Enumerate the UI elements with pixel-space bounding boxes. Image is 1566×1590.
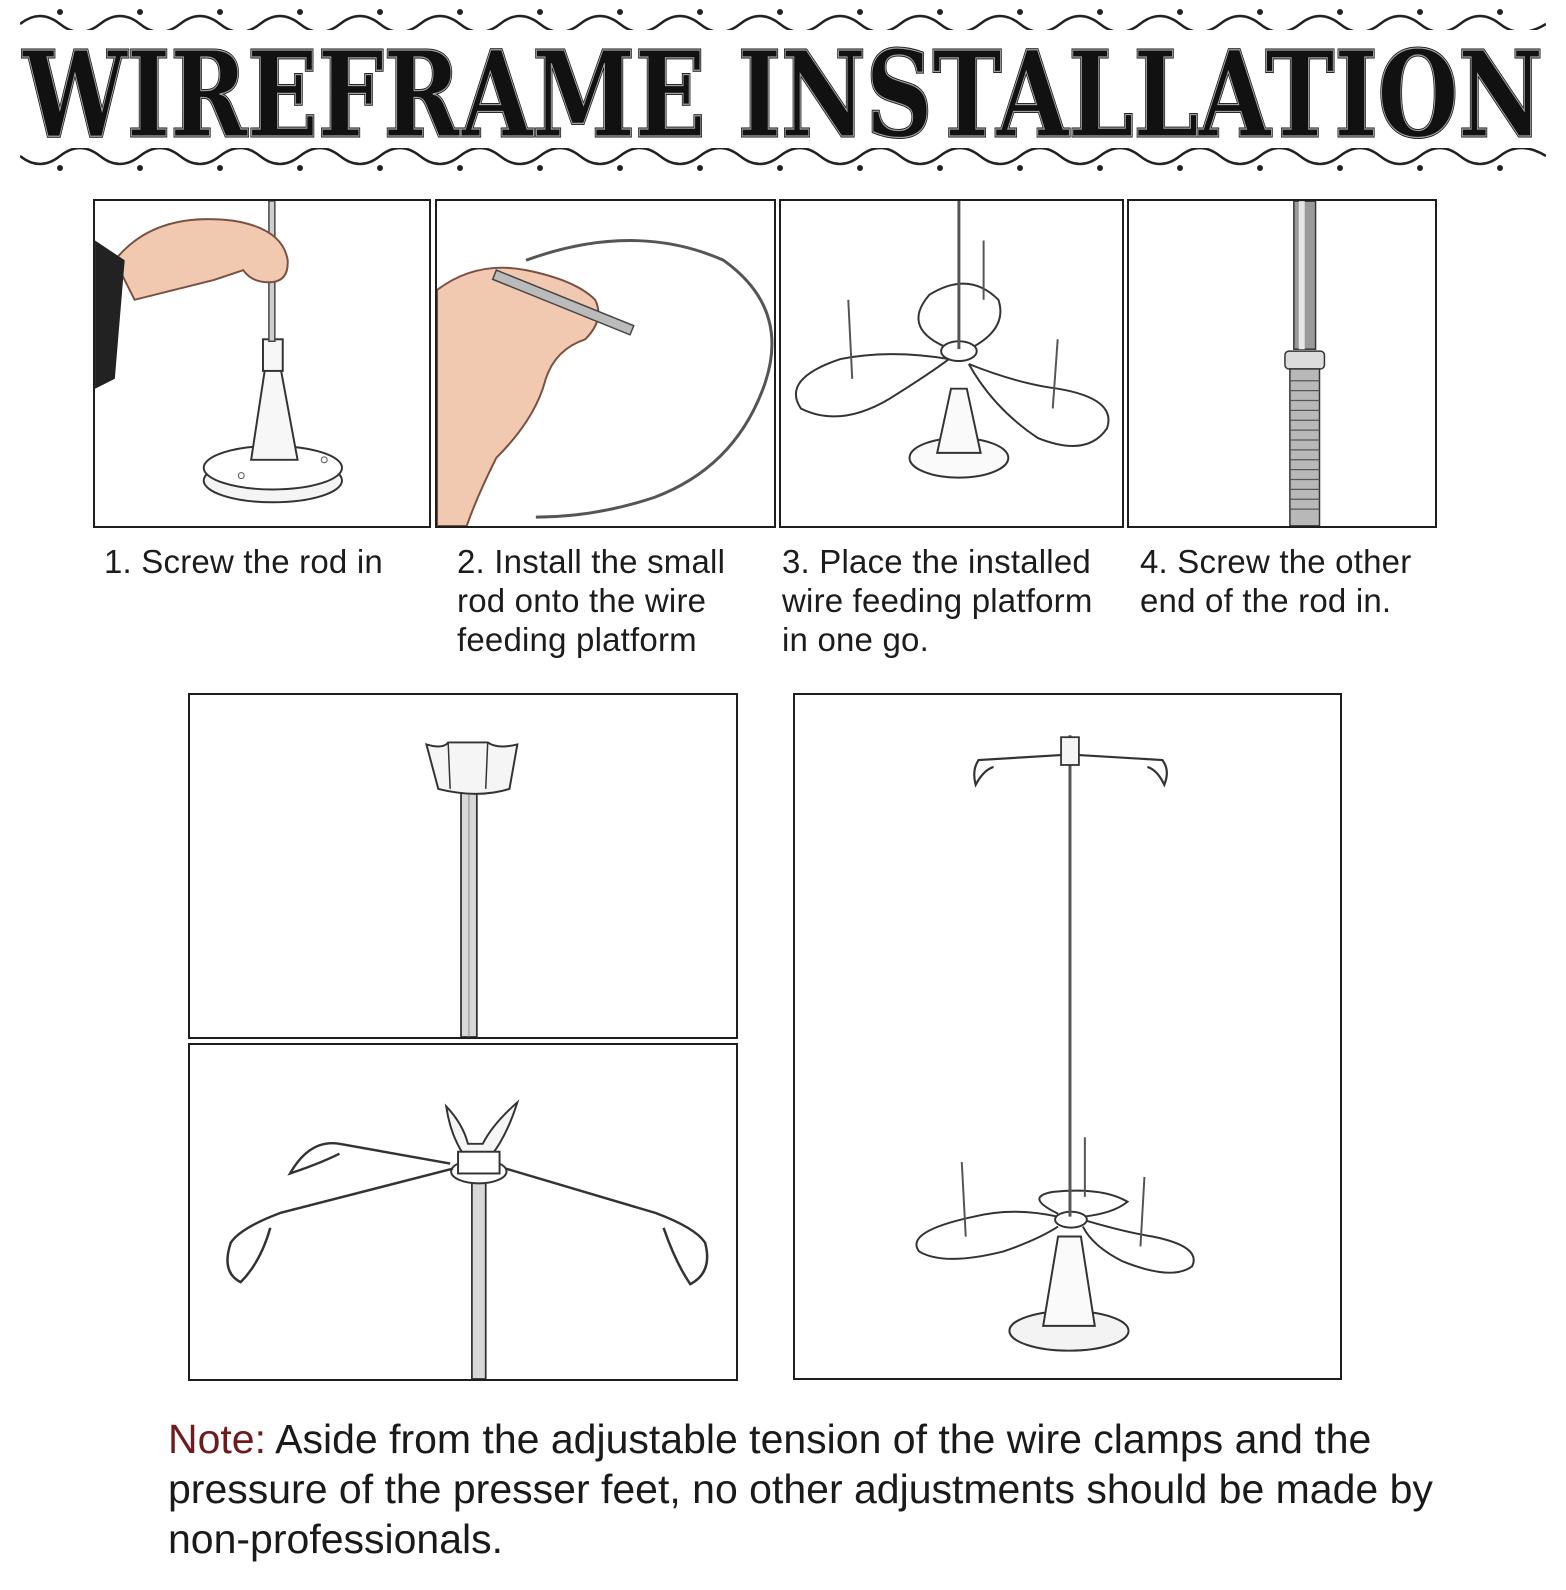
- base-with-rod-icon: [95, 201, 429, 526]
- note-label: Note:: [168, 1416, 266, 1462]
- note-paragraph: [168, 1414, 1468, 1564]
- title-inline-highlight: WIREFRAME INSTALLATION: [21, 28, 1543, 156]
- ornament-border-bottom: [20, 148, 1546, 174]
- wire-guide-arms-icon: [190, 1045, 736, 1379]
- note-text: Aside from the adjustable tension of the wire clamps and the pressure of the presser feet, no other adjustments should be made by non-professionals.: [168, 1416, 1433, 1562]
- wire-feeding-platform-icon: [781, 201, 1122, 526]
- ornament-border-top: [20, 4, 1546, 30]
- assembled-thread-stand-icon: [795, 695, 1340, 1378]
- page-title: WIREFRAME INSTALLATION: [21, 28, 1543, 156]
- assembled-stand-illustration: [793, 693, 1342, 1380]
- page-title-graphic: [10, 28, 1556, 156]
- wire-arms-illustration: [188, 1043, 738, 1381]
- clamp-holder-icon: [190, 695, 736, 1037]
- rod-close-up-icon: [1129, 201, 1435, 526]
- step1-illustration: [93, 199, 431, 528]
- step4-illustration: [1127, 199, 1437, 528]
- hand-with-small-rod-icon: [437, 201, 774, 526]
- step2-illustration: [435, 199, 776, 528]
- step2-caption: 2. Install the small rod onto the wire feeding platform: [457, 543, 726, 658]
- step1-caption: 1. Screw the rod in: [104, 543, 383, 580]
- step3-caption: 3. Place the installed wire feeding platform in one go.: [782, 543, 1093, 658]
- step4-caption: 4. Screw the other end of the rod in.: [1140, 543, 1412, 619]
- rod-top-clamp-illustration: [188, 693, 738, 1039]
- step3-illustration: [779, 199, 1124, 528]
